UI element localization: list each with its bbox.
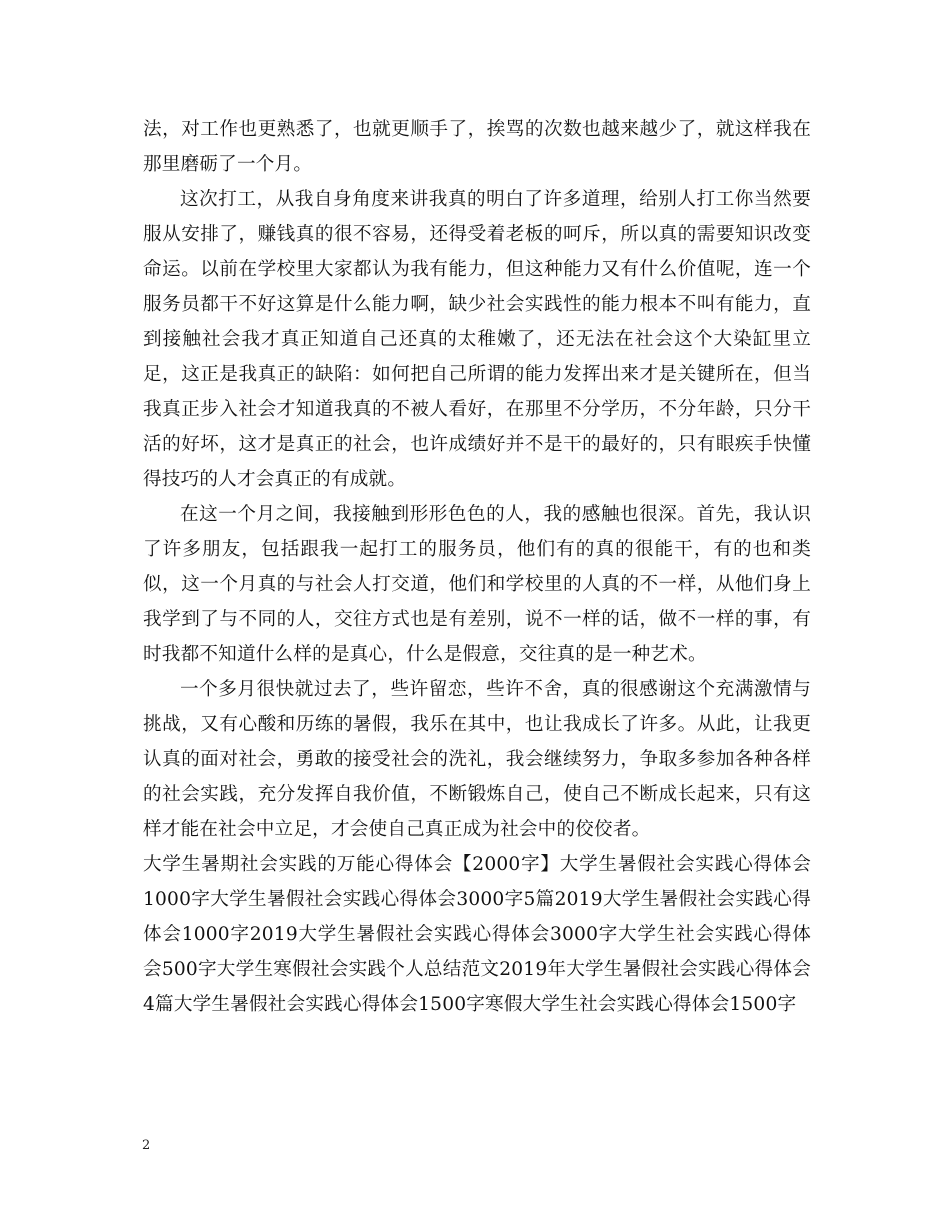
- paragraph-people-met: 在这一个月之间，我接触到形形色色的人，我的感触也很深。首先，我认识了许多朋友，包括跟我一起打工的服务员，他们有的真的很能干，有的也和类似，这一个月真的与社会人打交道，他们和学校里的人真的不一样，从他们身上我学到了与不同的人，交往方式也是有差别，说不一样的话，做不一样的事，有时我都不知道什么样的是真心，什么是假意，交往真的是一种艺术。: [143, 504, 811, 665]
- page-number: 2: [142, 1138, 151, 1153]
- related-articles-text: 大学生暑期社会实践的万能心得体会【2000字】大学生暑假社会实践心得体会1000字大学生暑假社会实践心得体会3000字5篇2019大学生暑假社会实践心得体会1000字2019大学生暑假社会实践心得体会3000字大学生社会实践心得体会500字大学生寒假社会实践个人总结范文2019年大学生暑假社会实践心得体会4篇大学生暑假社会实践心得体会1500字寒假大学生社会实践心得体会1500字: [143, 854, 811, 1015]
- document-body: [143, 112, 811, 1022]
- paragraph-continuation: 法，对工作也更熟悉了，也就更顺手了，挨骂的次数也越来越少了，就这样我在那里磨砺了一个月。: [143, 119, 811, 175]
- paragraph-work-lessons: 这次打工，从我自身角度来讲我真的明白了许多道理，给别人打工你当然要服从安排了，赚钱真的很不容易，还得受着老板的呵斥，所以真的需要知识改变命运。以前在学校里大家都认为我有能力，但这种能力又有什么价值呢，连一个服务员都干不好这算是什么能力啊，缺少社会实践性的能力根本不叫有能力，直到接触社会我才真正知道自己还真的太稚嫩了，还无法在社会这个大染缸里立足，这正是我真正的缺陷：如何把自己所谓的能力发挥出来才是关键所在，但当我真正步入社会才知道我真的不被人看好，在那里不分学历，不分年龄，只分干活的好坏，这才是真正的社会，也许成绩好并不是干的最好的，只有眼疾手快懂得技巧的人才会真正的有成就。: [143, 189, 811, 490]
- paragraph-conclusion: 一个多月很快就过去了，些许留恋，些许不舍，真的很感谢这个充满激情与挑战，又有心酸和历练的暑假，我乐在其中，也让我成长了许多。从此，让我更认真的面对社会，勇敢的接受社会的洗礼，我会继续努力，争取多参加各种各样的社会实践，充分发挥自我价值，不断锻炼自己，使自己不断成长起来，只有这样才能在社会中立足，才会使自己真正成为社会中的佼佼者。: [143, 679, 811, 840]
